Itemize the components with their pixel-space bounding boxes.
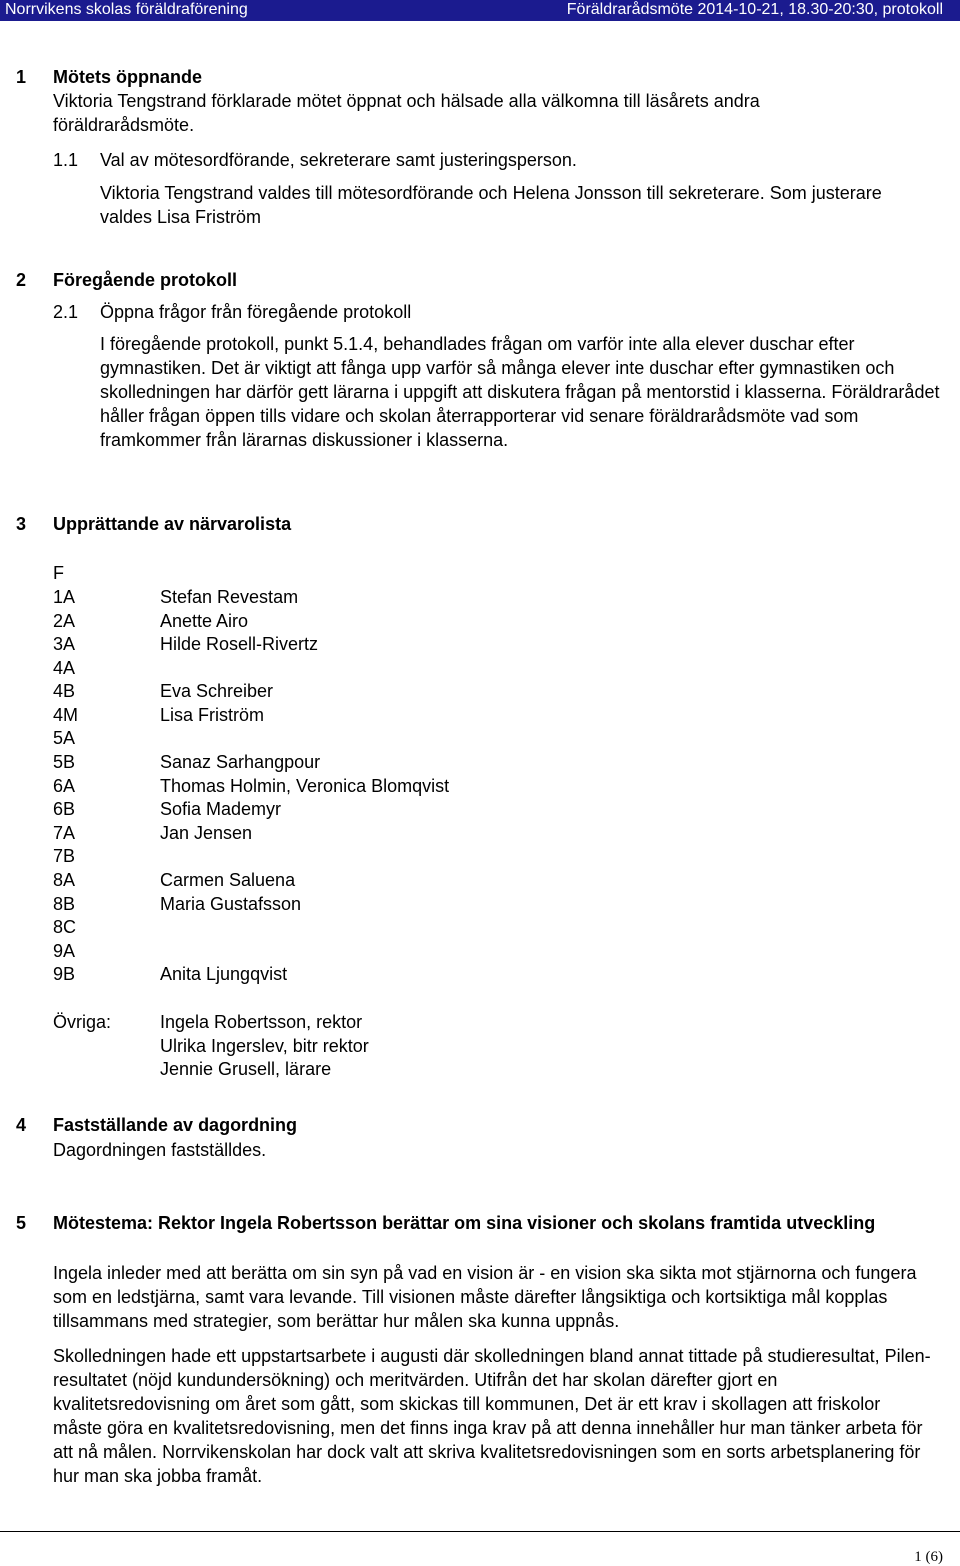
section-3-heading: Upprättande av närvarolista (53, 514, 292, 534)
subsection-1-1-text: Viktoria Tengstrand valdes till mötesordförande och Helena Jonsson till sekreterare. Som justerare valdes Lisa Friström (100, 183, 882, 227)
meeting-title: Föräldrarådsmöte 2014-10-21, 18.30-20:30, protokoll (566, 1, 943, 18)
attendee-name: Thomas Holmin, Veronica Blomqvist (160, 776, 450, 796)
footer-divider (0, 1531, 960, 1532)
section-5-paragraph-2: Skolledningen hade ett uppstartsarbete i augusti där skolledningen bland annat tittade på studieresultat, Pilen-resultatet (nöjd kundundersökning) och meritvärden. Utifrån det har skolan därefter gjort en kvalitetsredovisning om året som gått, som skickas till kommunen, Det är ett krav i skollagen att friskolor måste göra en kvalitetsredovisning, men det finns inga krav på att denna innehåller hur man tänker arbeta för att nå målen. Norrvikenskolan har dock valt att skriva kvalitetsredovisningen som en sorts arbetsplanering för hur man ska jobba framåt. (53, 1346, 931, 1486)
organization-name: Norrvikens skolas föräldraförening (5, 1, 248, 18)
attendee-name: Carmen Saluena (160, 870, 296, 890)
class-label: 5B (53, 752, 76, 772)
attendee-name: Anette Airo (160, 611, 249, 631)
attendee-name: Eva Schreiber (160, 681, 274, 701)
class-label: 7B (53, 846, 76, 866)
class-label: 1A (53, 587, 76, 607)
subsection-1-1-number: 1.1 (53, 150, 79, 170)
section-1-text: Viktoria Tengstrand förklarade mötet öppnat och hälsade alla välkomna till läsårets andra föräldrarådsmöte. (53, 91, 760, 135)
section-3-number: 3 (16, 514, 27, 534)
class-label: 8A (53, 870, 76, 890)
section-1-heading: Mötets öppnande (53, 67, 202, 87)
other-attendee: Ulrika Ingerslev, bitr rektor (160, 1036, 369, 1056)
section-5-number: 5 (16, 1213, 27, 1233)
subsection-2-1-heading: Öppna frågor från föregående protokoll (100, 302, 412, 322)
attendee-name: Lisa Friström (160, 705, 265, 725)
section-5-heading: Mötestema: Rektor Ingela Robertsson berättar om sina visioner och skolans framtida utveckling (53, 1213, 876, 1233)
section-4-heading: Fastställande av dagordning (53, 1115, 298, 1135)
attendee-name: Sofia Mademyr (160, 799, 282, 819)
other-attendee: Ingela Robertsson, rektor (160, 1012, 363, 1032)
class-label: 4A (53, 658, 76, 678)
section-2-heading: Föregående protokoll (53, 270, 238, 290)
class-label: 4B (53, 681, 76, 701)
class-label: 8B (53, 894, 76, 914)
attendee-name: Maria Gustafsson (160, 894, 302, 914)
page-number: 1 (6) (914, 1549, 943, 1565)
section-4-text: Dagordningen fastställdes. (53, 1140, 267, 1160)
class-label: 5A (53, 728, 76, 748)
attendee-name: Jan Jensen (160, 823, 253, 843)
other-attendee: Jennie Grusell, lärare (160, 1059, 332, 1079)
attendee-name: Stefan Revestam (160, 587, 299, 607)
attendee-name: Anita Ljungqvist (160, 964, 288, 984)
class-label: 4M (53, 705, 79, 725)
class-label: 2A (53, 611, 76, 631)
class-label: 9B (53, 964, 76, 984)
class-label: 6B (53, 799, 76, 819)
page-header (0, 0, 960, 21)
section-2-number: 2 (16, 270, 27, 290)
attendee-name: Sanaz Sarhangpour (160, 752, 321, 772)
section-4-number: 4 (16, 1115, 27, 1135)
section-5-paragraph-1: Ingela inleder med att berätta om sin syn på vad en vision är - en vision ska sikta mot stjärnorna och fungera som en ledstjärna, samt vara levande. Till visionen måste därefter långsiktiga och kortsiktiga mål kopplas tillsammans med strategier, som berättar hur målen ska kunna uppnås. (53, 1263, 917, 1331)
subsection-2-1-number: 2.1 (53, 302, 79, 322)
class-label: 9A (53, 941, 76, 961)
attendee-name: Hilde Rosell-Rivertz (160, 634, 319, 654)
class-label: 6A (53, 776, 76, 796)
section-1-number: 1 (16, 67, 27, 87)
others-label: Övriga: (53, 1012, 112, 1032)
class-label: F (53, 563, 64, 583)
class-label: 3A (53, 634, 76, 654)
class-label: 7A (53, 823, 76, 843)
subsection-2-1-text: I föregående protokoll, punkt 5.1.4, behandlades frågan om varför inte alla elever duschar efter gymnastiken. Det är viktigt att fånga upp varför så många elever inte duschar efter gymnastiken och skolledningen har därför gett lärarna i uppgift att diskutera frågan på mentorstid i klasserna. Föräldrarådet håller frågan öppen tills vidare och skolan återrapporterar vid senare föräldrarådsmöte vad som framkommer från lärarnas diskussioner i klasserna. (100, 334, 940, 450)
subsection-1-1-heading: Val av mötesordförande, sekreterare samt justeringsperson. (100, 150, 577, 170)
class-label: 8C (53, 917, 77, 937)
